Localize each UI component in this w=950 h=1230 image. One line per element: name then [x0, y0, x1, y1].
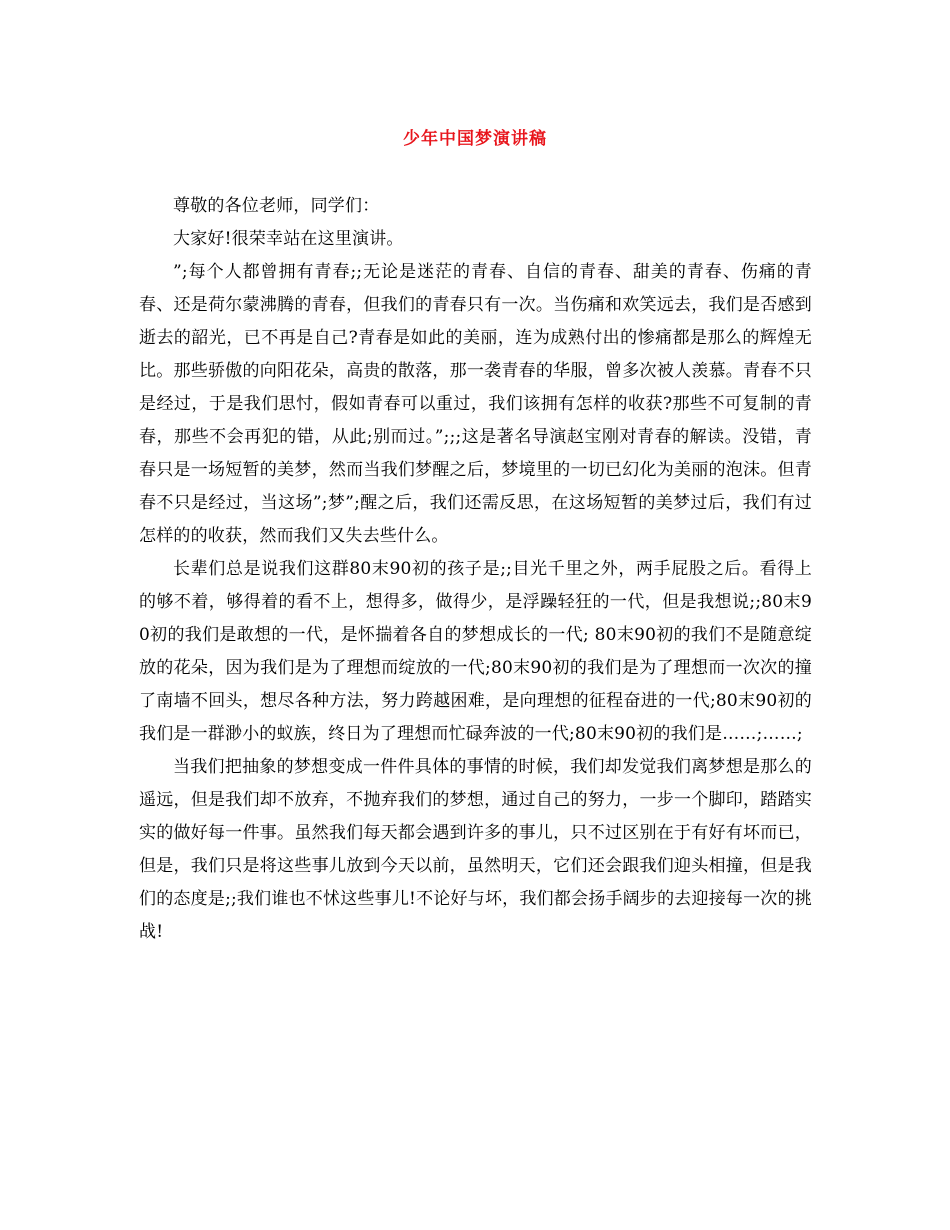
- document-body: [139, 190, 812, 949]
- paragraph-greeting: 尊敬的各位老师，同学们：: [173, 196, 380, 216]
- paragraph-generation: 长辈们总是说我们这群80末90初的孩子是;;目光千里之外，两手屁股之后。看得上的够不着，够得着的看不上，想得多，做得少，是浮躁轻狂的一代，但是我想说;;80末90初的我们是敢想的一代，是怀揣着各自的梦想成长的一代; 80末90初的我们不是随意绽放的花朵，因为我们是为了理想而绽放的一代;80末90初的我们是为了理想而一次次的撞了南墙不回头，想尽各种方法，努力跨越困难，是向理想的征程奋进的一代;80末90初的我们是一群渺小的蚁族，终日为了理想而忙碌奔波的一代;80末90初的我们是……;……;: [139, 559, 812, 744]
- paragraph-opening: 大家好!很荣幸站在这里演讲。: [173, 229, 404, 249]
- document-title: 少年中国梦演讲稿: [403, 129, 547, 149]
- paragraph-dream-action: 当我们把抽象的梦想变成一件件具体的事情的时候，我们却发觉我们离梦想是那么的遥远，但是我们却不放弃，不抛弃我们的梦想，通过自己的努力，一步一个脚印，踏踏实实的做好每一件事。虽然我们每天都会遇到许多的事儿，只不过区别在于有好有坏而已，但是，我们只是将这些事儿放到今天以前，虽然明天，它们还会跟我们迎头相撞，但是我们的态度是;;我们谁也不怵这些事儿!不论好与坏，我们都会扬手阔步的去迎接每一次的挑战!: [139, 757, 812, 942]
- paragraph-youth-quote: ”;每个人都曾拥有青春;;无论是迷茫的青春、自信的青春、甜美的青春、伤痛的青春、还是荷尔蒙沸腾的青春，但我们的青春只有一次。当伤痛和欢笑远去，我们是否感到逝去的韶光，已不再是自己?青春是如此的美丽，连为成熟付出的惨痛都是那么的辉煌无比。那些骄傲的向阳花朵，高贵的散落，那一袭青春的华服，曾多次被人羡慕。青春不只是经过，于是我们思忖，假如青春可以重过，我们该拥有怎样的收获?那些不可复制的青春，那些不会再犯的错，从此;别而过。”;;;这是著名导演赵宝刚对青春的解读。没错，青春只是一场短暂的美梦，然而当我们梦醒之后，梦境里的一切已幻化为美丽的泡沫。但青春不只是经过，当这场”;梦”;醒之后，我们还需反思，在这场短暂的美梦过后，我们有过怎样的的收获，然而我们又失去些什么。: [139, 262, 812, 546]
